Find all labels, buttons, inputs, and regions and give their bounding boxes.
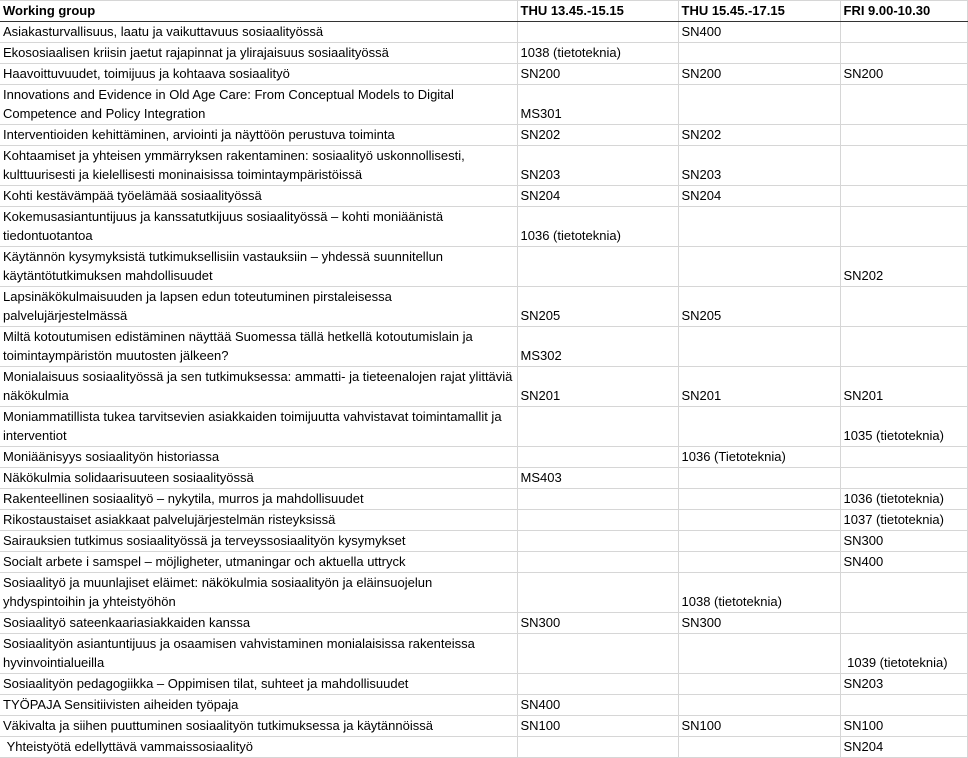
room-cell-thu-1545[interactable]	[678, 531, 840, 552]
table-row	[0, 247, 967, 287]
room-cell-thu-1345[interactable]	[517, 407, 678, 447]
header-thu-1545-1715[interactable]: THU 15.45.-17.15	[678, 1, 840, 22]
room-cell-fri-900[interactable]	[840, 43, 967, 64]
room-cell-thu-1545[interactable]	[678, 85, 840, 125]
room-cell-thu-1345[interactable]	[517, 247, 678, 287]
room-cell-thu-1345[interactable]: SN203	[517, 146, 678, 186]
table-row	[0, 737, 967, 758]
working-group-cell[interactable]: Miltä kotoutumisen edistäminen näyttää Suomessa tällä hetkellä kotoutumislain ja toimintaympäristön muutosten jälkeen?	[0, 327, 517, 367]
room-cell-thu-1345[interactable]: MS301	[517, 85, 678, 125]
room-cell-fri-900[interactable]	[840, 327, 967, 367]
room-cell-thu-1545[interactable]	[678, 737, 840, 758]
room-cell-fri-900[interactable]: SN100	[840, 716, 967, 737]
table-row	[0, 43, 967, 64]
working-group-cell[interactable]: Näkökulmia solidaarisuuteen sosiaalityössä	[0, 468, 517, 489]
header-fri-900-1030[interactable]: FRI 9.00-10.30	[840, 1, 967, 22]
table-row	[0, 327, 967, 367]
table-row	[0, 64, 967, 85]
table-row	[0, 207, 967, 247]
room-cell-thu-1345[interactable]	[517, 489, 678, 510]
room-cell-fri-900[interactable]: SN202	[840, 247, 967, 287]
working-group-cell[interactable]: Socialt arbete i samspel – möjligheter, utmaningar och aktuella uttryck	[0, 552, 517, 573]
table-row	[0, 468, 967, 489]
room-cell-thu-1545[interactable]	[678, 552, 840, 573]
room-cell-thu-1545[interactable]	[678, 489, 840, 510]
table-row	[0, 287, 967, 327]
room-cell-thu-1345[interactable]	[517, 552, 678, 573]
room-cell-thu-1545[interactable]	[678, 327, 840, 367]
working-group-cell[interactable]: Väkivalta ja siihen puuttuminen sosiaalityön tutkimuksessa ja käytännöissä	[0, 716, 517, 737]
room-cell-thu-1345[interactable]	[517, 674, 678, 695]
room-cell-fri-900[interactable]	[840, 573, 967, 613]
room-cell-thu-1345[interactable]: SN204	[517, 186, 678, 207]
room-cell-fri-900[interactable]: SN201	[840, 367, 967, 407]
table-row	[0, 716, 967, 737]
table-row	[0, 531, 967, 552]
room-cell-thu-1545[interactable]: SN201	[678, 367, 840, 407]
room-cell-fri-900[interactable]	[840, 207, 967, 247]
table-row	[0, 674, 967, 695]
working-group-cell[interactable]: Monialaisuus sosiaalityössä ja sen tutkimuksessa: ammatti- ja tieteenalojen rajat ylittäviä näkökulmia	[0, 367, 517, 407]
table-row	[0, 22, 967, 43]
room-cell-thu-1345[interactable]	[517, 447, 678, 468]
table-row	[0, 552, 967, 573]
table-row	[0, 407, 967, 447]
working-group-cell[interactable]: Rikostaustaiset asiakkaat palvelujärjestelmän risteyksissä	[0, 510, 517, 531]
room-cell-thu-1545[interactable]	[678, 407, 840, 447]
room-cell-thu-1345[interactable]: SN200	[517, 64, 678, 85]
room-cell-fri-900[interactable]: SN400	[840, 552, 967, 573]
room-cell-fri-900[interactable]: SN300	[840, 531, 967, 552]
working-group-cell[interactable]: TYÖPAJA Sensitiivisten aiheiden työpaja	[0, 695, 517, 716]
working-group-cell[interactable]: Sosiaalityö sateenkaariasiakkaiden kanssa	[0, 613, 517, 634]
room-cell-fri-900[interactable]: 1035 (tietoteknia)	[840, 407, 967, 447]
room-cell-thu-1545[interactable]	[678, 207, 840, 247]
room-cell-thu-1345[interactable]: MS302	[517, 327, 678, 367]
table-row	[0, 573, 967, 613]
room-cell-thu-1345[interactable]: 1038 (tietoteknia)	[517, 43, 678, 64]
room-cell-thu-1345[interactable]	[517, 510, 678, 531]
room-cell-thu-1345[interactable]	[517, 573, 678, 613]
room-cell-thu-1545[interactable]: SN202	[678, 125, 840, 146]
room-cell-thu-1345[interactable]: SN202	[517, 125, 678, 146]
room-cell-thu-1345[interactable]	[517, 634, 678, 674]
table-row	[0, 85, 967, 125]
room-cell-thu-1545[interactable]: SN100	[678, 716, 840, 737]
room-cell-thu-1545[interactable]: 1038 (tietoteknia)	[678, 573, 840, 613]
working-group-cell[interactable]: Kokemusasiantuntijuus ja kanssatutkijuus sosiaalityössä – kohti moniäänistä tiedontuotantoa	[0, 207, 517, 247]
working-group-cell[interactable]: Haavoittuvuudet, toimijuus ja kohtaava sosiaalityö	[0, 64, 517, 85]
room-cell-thu-1345[interactable]: 1036 (tietoteknia)	[517, 207, 678, 247]
room-cell-fri-900[interactable]: SN203	[840, 674, 967, 695]
table-body	[0, 22, 967, 758]
table-row	[0, 695, 967, 716]
room-cell-fri-900[interactable]	[840, 22, 967, 43]
room-cell-thu-1545[interactable]: SN400	[678, 22, 840, 43]
working-group-cell[interactable]: Interventioiden kehittäminen, arviointi ja näyttöön perustuva toiminta	[0, 125, 517, 146]
room-cell-fri-900[interactable]: 1037 (tietoteknia)	[840, 510, 967, 531]
working-group-cell[interactable]: Moniammatillista tukea tarvitsevien asiakkaiden toimijuutta vahvistavat toimintamallit ja interventiot	[0, 407, 517, 447]
working-group-cell[interactable]: Lapsinäkökulmaisuuden ja lapsen edun toteutuminen pirstaleisessa palvelujärjestelmässä	[0, 287, 517, 327]
table-row	[0, 186, 967, 207]
room-cell-fri-900[interactable]	[840, 447, 967, 468]
table-row	[0, 125, 967, 146]
room-cell-thu-1545[interactable]	[678, 634, 840, 674]
working-group-cell[interactable]: Yhteistyötä edellyttävä vammaissosiaalityö	[0, 737, 517, 758]
room-cell-thu-1545[interactable]: 1036 (Tietoteknia)	[678, 447, 840, 468]
room-cell-thu-1545[interactable]	[678, 468, 840, 489]
room-cell-fri-900[interactable]	[840, 695, 967, 716]
working-group-cell[interactable]: Kohti kestävämpää työelämää sosiaalityössä	[0, 186, 517, 207]
room-cell-fri-900[interactable]	[840, 186, 967, 207]
room-cell-thu-1345[interactable]: SN201	[517, 367, 678, 407]
table-row	[0, 613, 967, 634]
table-row	[0, 510, 967, 531]
room-cell-thu-1545[interactable]: SN205	[678, 287, 840, 327]
table-header	[0, 1, 967, 22]
room-cell-thu-1345[interactable]	[517, 22, 678, 43]
header-working-group[interactable]: Working group	[0, 1, 517, 22]
room-cell-thu-1545[interactable]	[678, 674, 840, 695]
working-group-cell[interactable]: Ekososiaalisen kriisin jaetut rajapinnat ja ylirajaisuus sosiaalityössä	[0, 43, 517, 64]
room-cell-thu-1545[interactable]	[678, 510, 840, 531]
room-cell-thu-1545[interactable]	[678, 695, 840, 716]
room-cell-thu-1345[interactable]	[517, 531, 678, 552]
room-cell-fri-900[interactable]	[840, 287, 967, 327]
table-row	[0, 634, 967, 674]
room-cell-thu-1545[interactable]: SN200	[678, 64, 840, 85]
table-row	[0, 367, 967, 407]
working-group-cell[interactable]: Moniäänisyys sosiaalityön historiassa	[0, 447, 517, 468]
working-group-cell[interactable]: Asiakasturvallisuus, laatu ja vaikuttavuus sosiaalityössä	[0, 22, 517, 43]
header-row	[0, 1, 967, 22]
room-cell-fri-900[interactable]: SN204	[840, 737, 967, 758]
table-row	[0, 489, 967, 510]
working-group-cell[interactable]: Sosiaalityön pedagogiikka – Oppimisen tilat, suhteet ja mahdollisuudet	[0, 674, 517, 695]
table-row	[0, 146, 967, 186]
room-cell-fri-900[interactable]	[840, 146, 967, 186]
room-cell-fri-900[interactable]: SN200	[840, 64, 967, 85]
room-cell-thu-1545[interactable]	[678, 43, 840, 64]
working-group-cell[interactable]: Rakenteellinen sosiaalityö – nykytila, murros ja mahdollisuudet	[0, 489, 517, 510]
room-cell-thu-1345[interactable]: SN205	[517, 287, 678, 327]
room-cell-fri-900[interactable]: 1036 (tietoteknia)	[840, 489, 967, 510]
room-cell-thu-1545[interactable]: SN203	[678, 146, 840, 186]
room-cell-fri-900[interactable]	[840, 85, 967, 125]
room-cell-thu-1345[interactable]: SN100	[517, 716, 678, 737]
working-group-cell[interactable]: Kohtaamiset ja yhteisen ymmärryksen rakentaminen: sosiaalityö uskonnollisesti, kulttuurisesti ja kielellisesti moninaisissa toimintaympäristöissä	[0, 146, 517, 186]
working-group-cell[interactable]: Sosiaalityön asiantuntijuus ja osaamisen vahvistaminen monialaisissa rakenteissa hyvinvointialueilla	[0, 634, 517, 674]
room-cell-thu-1545[interactable]: SN300	[678, 613, 840, 634]
room-cell-thu-1345[interactable]: SN300	[517, 613, 678, 634]
header-thu-1345-1515[interactable]: THU 13.45.-15.15	[517, 1, 678, 22]
room-cell-thu-1345[interactable]	[517, 737, 678, 758]
room-cell-fri-900[interactable]	[840, 468, 967, 489]
working-group-cell[interactable]: Innovations and Evidence in Old Age Care: From Conceptual Models to Digital Competence and Policy Integration	[0, 85, 517, 125]
room-cell-fri-900[interactable]: 1039 (tietoteknia)	[840, 634, 967, 674]
working-group-cell[interactable]: Käytännön kysymyksistä tutkimuksellisiin vastauksiin – yhdessä suunnitellun käytäntötutkimuksen mahdollisuudet	[0, 247, 517, 287]
room-cell-thu-1545[interactable]: SN204	[678, 186, 840, 207]
table-row	[0, 447, 967, 468]
room-cell-thu-1345[interactable]: MS403	[517, 468, 678, 489]
room-cell-thu-1345[interactable]: SN400	[517, 695, 678, 716]
room-cell-thu-1545[interactable]	[678, 247, 840, 287]
working-group-cell[interactable]: Sosiaalityö ja muunlajiset eläimet: näkökulmia sosiaalityön ja eläinsuojelun yhdyspintoihin ja yhteistyöhön	[0, 573, 517, 613]
room-cell-fri-900[interactable]	[840, 125, 967, 146]
room-cell-fri-900[interactable]	[840, 613, 967, 634]
working-group-cell[interactable]: Sairauksien tutkimus sosiaalityössä ja terveyssosiaalityön kysymykset	[0, 531, 517, 552]
